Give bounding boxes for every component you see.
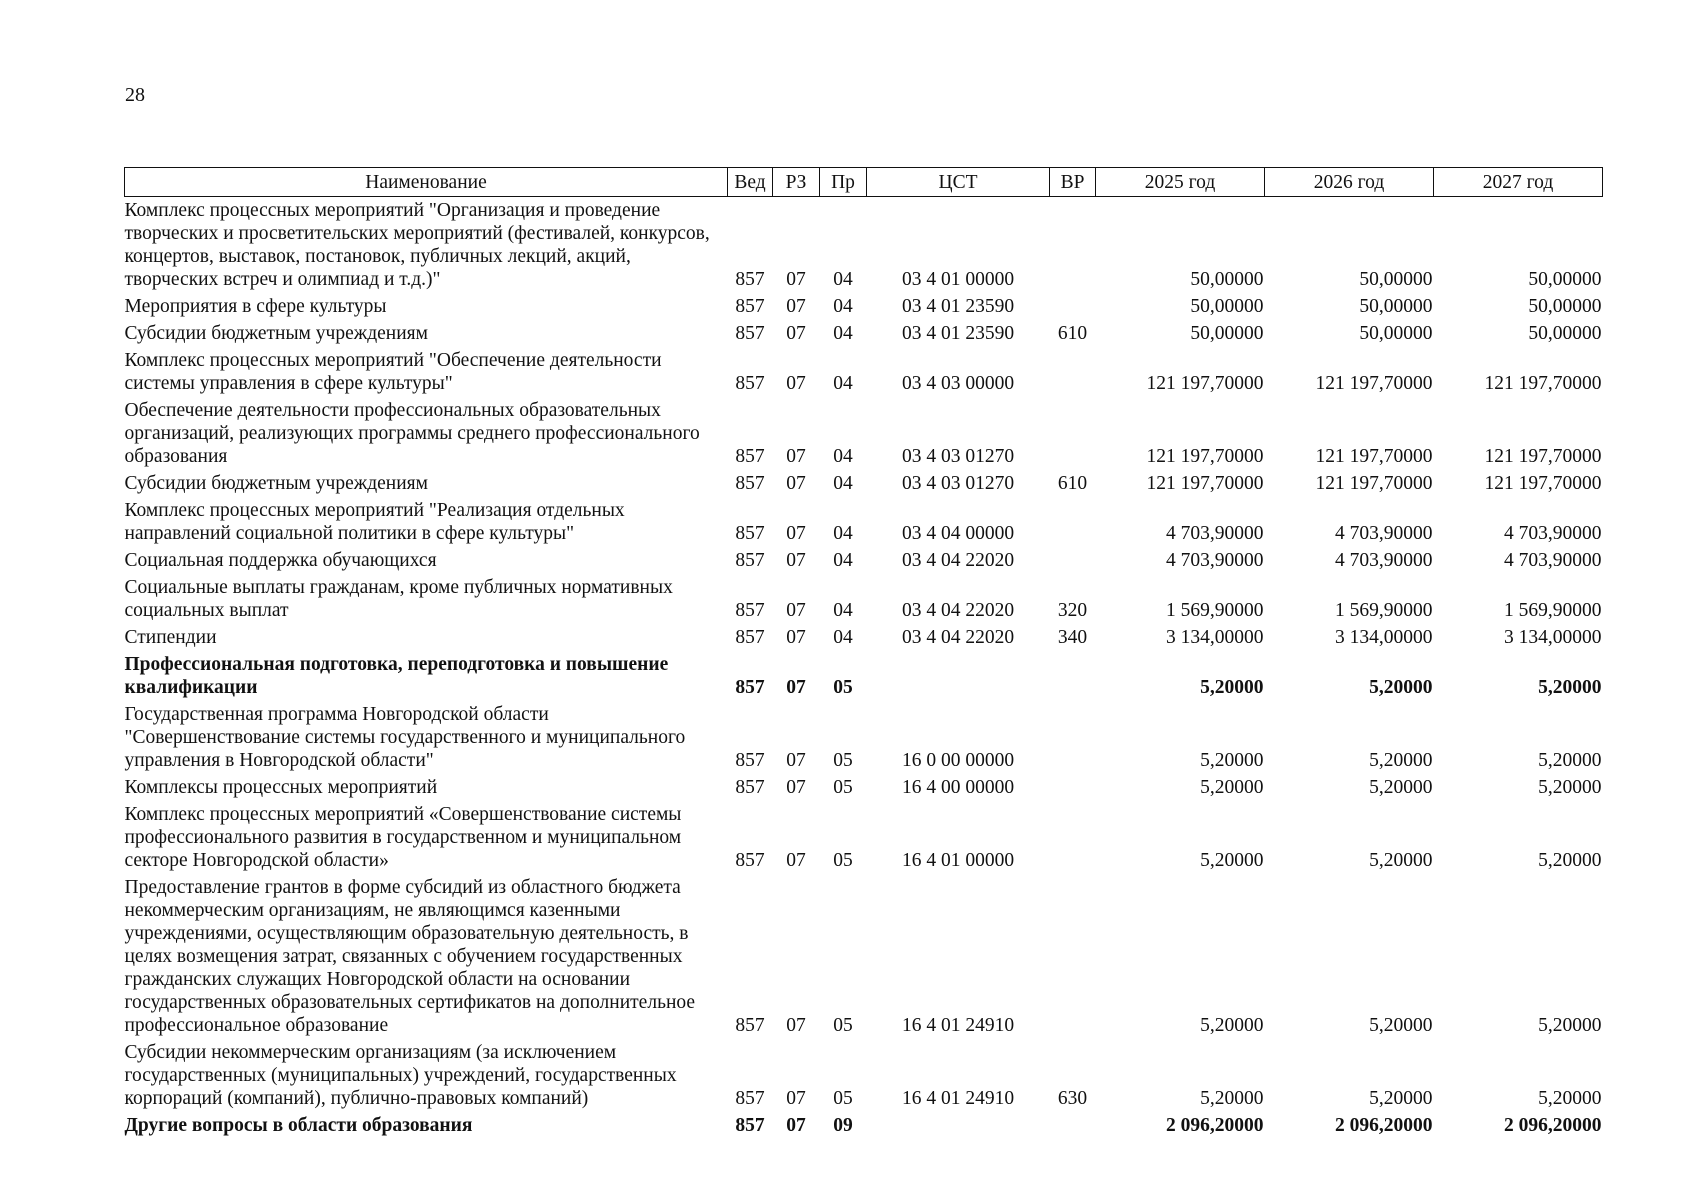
cell-pr: 05	[833, 777, 853, 798]
cell-rz: 07	[786, 677, 806, 698]
cell-cst: 16 4 01 24910	[901, 1088, 1015, 1109]
cell-2027: 121 197,70000	[1484, 373, 1602, 394]
header-rz: РЗ	[773, 168, 820, 197]
cell-name: Мероприятия в сфере культуры	[124, 296, 387, 317]
cell-cst	[867, 1112, 1050, 1139]
cell-rz: 07	[786, 323, 806, 344]
cell-ved: 857	[735, 600, 765, 621]
cell-2025: 5,20000	[1200, 1088, 1264, 1109]
cell-2025: 3 134,00000	[1166, 627, 1264, 648]
cell-2027: 2 096,20000	[1504, 1115, 1602, 1136]
cell-vr	[1050, 651, 1096, 701]
cell-2027: 1 569,90000	[1504, 600, 1602, 621]
cell-2025: 4 703,90000	[1166, 523, 1264, 544]
cell-2025: 5,20000	[1200, 850, 1264, 871]
table-row	[125, 874, 1603, 1039]
cell-rz: 07	[786, 1088, 806, 1109]
cell-rz: 07	[786, 296, 806, 317]
cell-vr: 610	[1057, 473, 1088, 494]
table-row	[125, 197, 1603, 294]
cell-rz: 07	[786, 777, 806, 798]
cell-pr: 04	[833, 473, 853, 494]
cell-ved: 857	[735, 550, 765, 571]
cell-name: Субсидии бюджетным учреждениям	[124, 323, 428, 344]
cell-rz: 07	[786, 523, 806, 544]
cell-2025: 2 096,20000	[1166, 1115, 1264, 1136]
cell-pr: 05	[833, 677, 853, 698]
cell-ved: 857	[735, 373, 765, 394]
cell-2027: 50,00000	[1528, 269, 1602, 290]
cell-name: Комплекс процессных мероприятий «Совершенствование системы профессионального развития в государственном и муниципальном секторе Новгородской области»	[124, 804, 682, 871]
cell-vr	[1050, 497, 1096, 547]
table-row	[125, 1112, 1603, 1139]
cell-cst: 16 4 01 24910	[901, 1015, 1015, 1036]
cell-cst: 03 4 01 23590	[901, 296, 1015, 317]
cell-ved: 857	[735, 473, 765, 494]
cell-pr: 04	[833, 323, 853, 344]
cell-2027: 50,00000	[1528, 296, 1602, 317]
cell-2025: 121 197,70000	[1146, 373, 1264, 394]
cell-name: Субсидии бюджетным учреждениям	[124, 473, 428, 494]
header-ved: Вед	[728, 168, 773, 197]
table-row	[125, 574, 1603, 624]
cell-pr: 05	[833, 1088, 853, 1109]
header-pr: Пр	[820, 168, 867, 197]
table-header	[125, 168, 1603, 197]
cell-ved: 857	[735, 750, 765, 771]
cell-cst: 16 0 00 00000	[901, 750, 1015, 771]
cell-2026: 50,00000	[1359, 296, 1433, 317]
cell-pr: 05	[833, 750, 853, 771]
cell-2027: 5,20000	[1538, 750, 1602, 771]
cell-vr	[1050, 197, 1096, 294]
cell-cst: 03 4 04 22020	[901, 627, 1015, 648]
cell-vr	[1050, 701, 1096, 774]
cell-rz: 07	[786, 473, 806, 494]
cell-2025: 121 197,70000	[1146, 473, 1264, 494]
cell-pr: 04	[833, 550, 853, 571]
cell-name: Комплекс процессных мероприятий "Реализация отдельных направлений социальной политики в сфере культуры"	[124, 500, 625, 544]
page-number: 28	[125, 84, 145, 106]
cell-2025: 4 703,90000	[1166, 550, 1264, 571]
cell-2026: 5,20000	[1369, 777, 1433, 798]
cell-rz: 07	[786, 600, 806, 621]
cell-2026: 5,20000	[1369, 750, 1433, 771]
table-row	[125, 293, 1603, 320]
cell-name: Предоставление грантов в форме субсидий из областного бюджета некоммерческим организациям, не являющимся казенными учреждениями, осуществляющим образовательную деятельность, в целях возмещения затрат, связанных с обучением государственных гражданских служащих Новгородской области на основании государственных образовательных сертификатов на дополнительное профессиональное образование	[124, 877, 696, 1036]
table-body	[125, 197, 1603, 1140]
cell-ved: 857	[735, 850, 765, 871]
cell-rz: 07	[786, 850, 806, 871]
cell-name: Комплексы процессных мероприятий	[124, 777, 438, 798]
cell-ved: 857	[735, 296, 765, 317]
cell-rz: 07	[786, 750, 806, 771]
cell-name: Социальная поддержка обучающихся	[124, 550, 437, 571]
cell-2027: 50,00000	[1528, 323, 1602, 344]
cell-vr	[1050, 293, 1096, 320]
cell-2025: 50,00000	[1190, 269, 1264, 290]
cell-name: Комплекс процессных мероприятий "Обеспечение деятельности системы управления в сфере культуры"	[124, 350, 662, 394]
cell-vr	[1050, 874, 1096, 1039]
cell-name: Обеспечение деятельности профессиональных образовательных организаций, реализующих программы среднего профессионального образования	[124, 400, 700, 467]
cell-rz: 07	[786, 1115, 806, 1136]
cell-cst: 16 4 01 00000	[901, 850, 1015, 871]
cell-2026: 121 197,70000	[1315, 446, 1433, 467]
cell-pr: 04	[833, 373, 853, 394]
cell-pr: 04	[833, 600, 853, 621]
cell-name: Стипендии	[124, 627, 217, 648]
cell-vr	[1050, 774, 1096, 801]
cell-cst: 03 4 01 00000	[901, 269, 1015, 290]
table-row	[125, 347, 1603, 397]
cell-2027: 5,20000	[1538, 850, 1602, 871]
cell-rz: 07	[786, 1015, 806, 1036]
cell-cst: 03 4 04 22020	[901, 600, 1015, 621]
cell-2026: 121 197,70000	[1315, 373, 1433, 394]
cell-rz: 07	[786, 550, 806, 571]
cell-cst: 03 4 04 22020	[901, 550, 1015, 571]
cell-2026: 4 703,90000	[1335, 550, 1433, 571]
cell-2025: 5,20000	[1200, 777, 1264, 798]
cell-vr: 340	[1057, 627, 1088, 648]
cell-ved: 857	[735, 1015, 765, 1036]
cell-2026: 3 134,00000	[1335, 627, 1433, 648]
cell-2026: 5,20000	[1369, 677, 1433, 698]
cell-2027: 4 703,90000	[1504, 550, 1602, 571]
table-row	[125, 497, 1603, 547]
cell-ved: 857	[735, 627, 765, 648]
table-row	[125, 547, 1603, 574]
cell-cst: 16 4 00 00000	[901, 777, 1015, 798]
cell-2025: 5,20000	[1200, 677, 1264, 698]
cell-pr: 05	[833, 1015, 853, 1036]
cell-pr: 04	[833, 446, 853, 467]
cell-rz: 07	[786, 373, 806, 394]
cell-vr	[1050, 547, 1096, 574]
cell-pr: 05	[833, 850, 853, 871]
cell-2027: 121 197,70000	[1484, 446, 1602, 467]
cell-2026: 2 096,20000	[1335, 1115, 1433, 1136]
cell-ved: 857	[735, 777, 765, 798]
cell-vr: 320	[1057, 600, 1088, 621]
cell-2027: 5,20000	[1538, 777, 1602, 798]
cell-ved: 857	[735, 1088, 765, 1109]
cell-vr	[1050, 347, 1096, 397]
cell-2027: 121 197,70000	[1484, 473, 1602, 494]
cell-2026: 1 569,90000	[1335, 600, 1433, 621]
cell-2026: 5,20000	[1369, 1015, 1433, 1036]
cell-rz: 07	[786, 446, 806, 467]
cell-name: Другие вопросы в области образования	[124, 1115, 473, 1136]
table-row	[125, 624, 1603, 651]
cell-cst	[867, 651, 1050, 701]
header-cst: ЦСТ	[867, 168, 1050, 197]
cell-pr: 04	[833, 523, 853, 544]
cell-cst: 03 4 03 00000	[901, 373, 1015, 394]
cell-2026: 50,00000	[1359, 269, 1433, 290]
cell-name: Субсидии некоммерческим организациям (за исключением государственных (муниципальных) учреждений, государственных корпораций (компаний), публично-правовых компаний)	[124, 1042, 677, 1109]
cell-vr: 630	[1057, 1088, 1088, 1109]
table-row	[125, 1039, 1603, 1112]
cell-2025: 5,20000	[1200, 1015, 1264, 1036]
cell-name: Профессиональная подготовка, переподготовка и повышение квалификации	[124, 654, 669, 698]
cell-2026: 5,20000	[1369, 1088, 1433, 1109]
cell-2025: 50,00000	[1190, 296, 1264, 317]
cell-2026: 4 703,90000	[1335, 523, 1433, 544]
cell-2027: 4 703,90000	[1504, 523, 1602, 544]
cell-2025: 50,00000	[1190, 323, 1264, 344]
cell-name: Комплекс процессных мероприятий "Организация и проведение творческих и просветительских мероприятий (фестивалей, конкурсов, концертов, выставок, постановок, публичных лекций, акций, творческих встреч и олимпиад и т.д.)"	[124, 200, 710, 290]
cell-pr: 04	[833, 296, 853, 317]
cell-vr	[1050, 397, 1096, 470]
cell-vr: 610	[1057, 323, 1088, 344]
header-name: Наименование	[125, 168, 728, 197]
cell-2025: 121 197,70000	[1146, 446, 1264, 467]
cell-2027: 3 134,00000	[1504, 627, 1602, 648]
cell-2026: 121 197,70000	[1315, 473, 1433, 494]
header-vr: ВР	[1050, 168, 1096, 197]
cell-2025: 1 569,90000	[1166, 600, 1264, 621]
table-row	[125, 774, 1603, 801]
budget-table	[124, 167, 1603, 1139]
cell-cst: 03 4 04 00000	[901, 523, 1015, 544]
cell-cst: 03 4 03 01270	[901, 473, 1015, 494]
cell-cst: 03 4 03 01270	[901, 446, 1015, 467]
table-row	[125, 397, 1603, 470]
cell-2025: 5,20000	[1200, 750, 1264, 771]
cell-pr: 04	[833, 627, 853, 648]
cell-ved: 857	[735, 523, 765, 544]
table-row	[125, 470, 1603, 497]
table-row	[125, 801, 1603, 874]
table-row	[125, 701, 1603, 774]
header-2025: 2025 год	[1096, 168, 1265, 197]
header-2026: 2026 год	[1265, 168, 1434, 197]
cell-ved: 857	[735, 1115, 765, 1136]
cell-rz: 07	[786, 627, 806, 648]
cell-ved: 857	[735, 323, 765, 344]
cell-2027: 5,20000	[1538, 677, 1602, 698]
cell-name: Социальные выплаты гражданам, кроме публичных нормативных социальных выплат	[124, 577, 673, 621]
cell-vr	[1050, 801, 1096, 874]
header-2027: 2027 год	[1434, 168, 1603, 197]
cell-ved: 857	[735, 677, 765, 698]
table-row	[125, 320, 1603, 347]
cell-2026: 5,20000	[1369, 850, 1433, 871]
cell-ved: 857	[735, 269, 765, 290]
cell-ved: 857	[735, 446, 765, 467]
cell-2027: 5,20000	[1538, 1088, 1602, 1109]
cell-vr	[1050, 1112, 1096, 1139]
cell-name: Государственная программа Новгородской области "Совершенствование системы государственного и муниципального управления в Новгородской области"	[124, 704, 686, 771]
cell-2026: 50,00000	[1359, 323, 1433, 344]
table-row	[125, 651, 1603, 701]
cell-cst: 03 4 01 23590	[901, 323, 1015, 344]
cell-pr: 09	[833, 1115, 853, 1136]
cell-pr: 04	[833, 269, 853, 290]
cell-rz: 07	[786, 269, 806, 290]
cell-2027: 5,20000	[1538, 1015, 1602, 1036]
